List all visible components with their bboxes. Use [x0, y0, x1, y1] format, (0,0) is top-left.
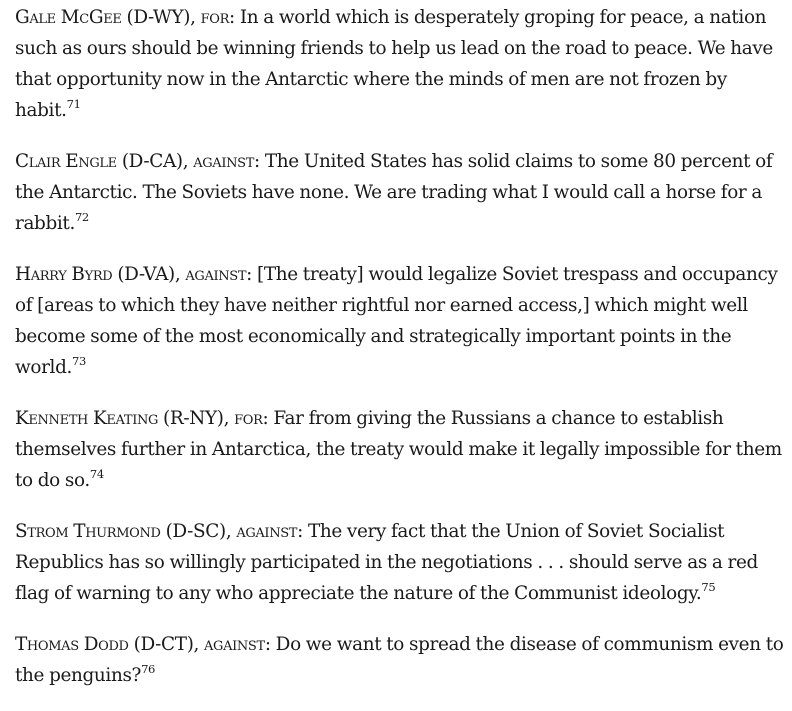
quote-text: Do we want to spread the disease of communism even to the penguins? [15, 634, 784, 686]
speaker-name: Strom Thurmond [15, 521, 161, 542]
speaker-party: (D-SC), [165, 521, 232, 542]
quote-entry [15, 259, 785, 383]
footnote-ref[interactable]: 71 [66, 96, 81, 111]
quote-text: The very fact that the Union of Soviet Socialist Republics has so willingly participated in the negotiations . . . should serve as a red flag of warning to any who appreciate the nature of the Communist ideology. [15, 521, 758, 604]
speaker-party: (D-CA), [121, 151, 189, 172]
speaker-name: Gale McGee [15, 7, 122, 28]
speaker-name: Thomas Dodd [15, 634, 129, 655]
footnote-ref[interactable]: 75 [701, 579, 716, 594]
speaker-name: Harry Byrd [15, 264, 113, 285]
speaker-party: (R-NY), [163, 408, 230, 429]
quote-text: The United States has solid claims to some 80 percent of the Antarctic. The Soviets have none. We are trading what I would call a horse for a rabbit. [15, 151, 773, 234]
footnote-ref[interactable]: 74 [89, 466, 104, 481]
quote-entry [15, 629, 785, 691]
speaker-stance: against: [204, 634, 271, 655]
document-page [15, 0, 785, 711]
speaker-party: (D-CT), [133, 634, 200, 655]
footnote-ref[interactable]: 76 [141, 661, 155, 676]
quote-text: In a world which is desperately groping for peace, a nation such as ours should be winning friends to help us lead on the road to peace. We have that opportunity now in the Antarctic where the minds of men are not frozen by habit. [15, 7, 773, 121]
speaker-stance: against: [185, 264, 253, 285]
speaker-stance: against: [236, 521, 303, 542]
quote-entry [15, 2, 785, 126]
quote-entry [15, 146, 785, 239]
quote-entry [15, 403, 785, 496]
footnote-ref[interactable]: 72 [74, 209, 89, 224]
speaker-stance: for: [200, 7, 235, 28]
quote-entry [15, 516, 785, 609]
speaker-name: Kenneth Keating [15, 408, 159, 429]
speaker-name: Clair Engle [15, 151, 117, 172]
speaker-party: (D-WY), [126, 7, 196, 28]
quote-text: Far from giving the Russians a chance to establish themselves further in Antarctica, the treaty would make it legally impossible for them to do so. [15, 408, 782, 491]
speaker-party: (D-VA), [117, 264, 181, 285]
quote-text: [The treaty] would legalize Soviet trespass and occupancy of [areas to which they have neither rightful nor earned access,] which might well become some of the most economically and strategically important points in the world. [15, 264, 778, 378]
speaker-stance: for: [234, 408, 269, 429]
speaker-stance: against: [193, 151, 260, 172]
footnote-ref[interactable]: 73 [72, 353, 86, 368]
